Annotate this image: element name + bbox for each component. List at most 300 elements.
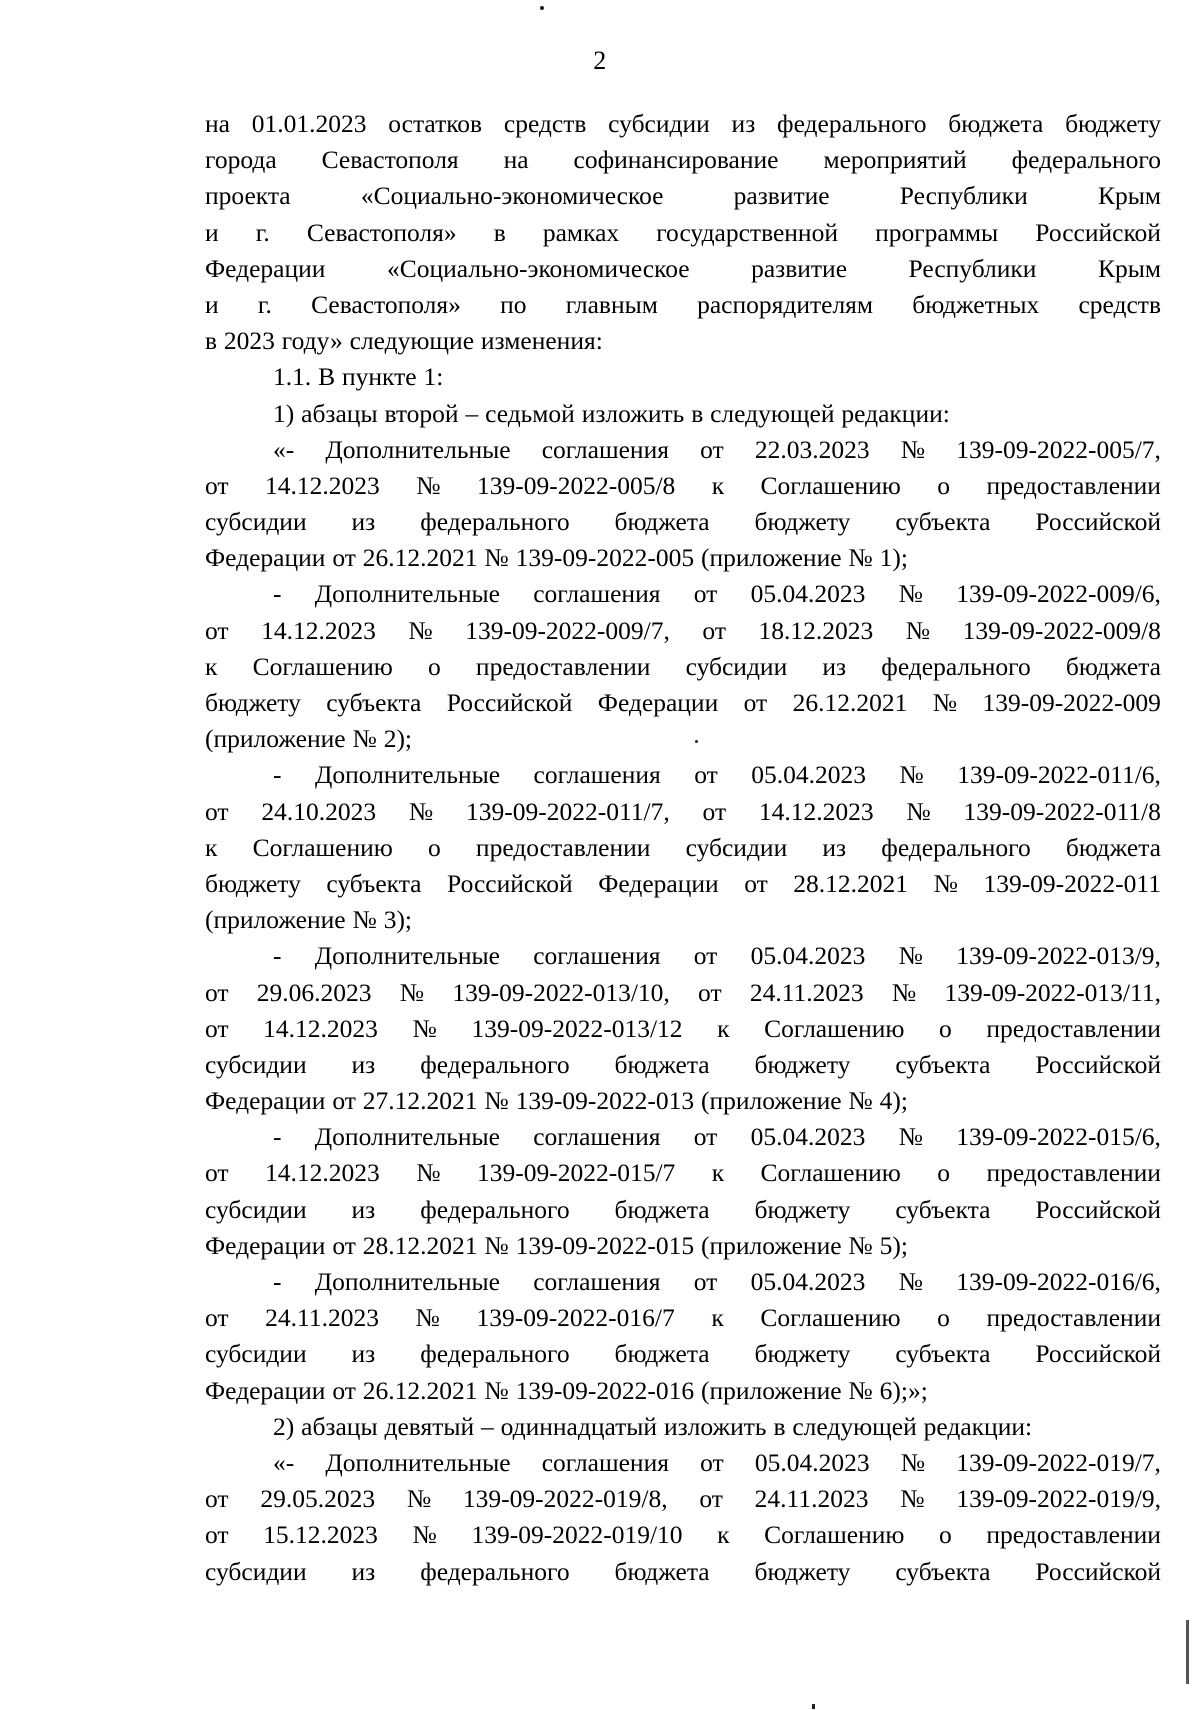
- word: 139-09-2022-016/6,: [956, 1267, 1161, 1296]
- text-line: [205, 902, 1161, 938]
- text-line: [205, 685, 1161, 721]
- word: Соглашению: [252, 832, 393, 862]
- word: к: [205, 832, 218, 862]
- word: бюджета: [614, 1049, 710, 1079]
- word: федерального: [881, 651, 1031, 681]
- word: соглашения: [541, 434, 669, 464]
- word: субсидии: [205, 1556, 307, 1586]
- text-line: [205, 1264, 1161, 1300]
- word: Соглашению: [760, 1303, 901, 1333]
- text-line: [205, 1409, 1161, 1445]
- word: по: [500, 289, 527, 319]
- word: от: [205, 615, 229, 645]
- word: №: [933, 868, 958, 898]
- scan-speck: [812, 1704, 815, 1709]
- word: Дополнительные: [325, 434, 511, 464]
- word: 139-09-2022-015/7: [476, 1158, 676, 1188]
- word: «Социально-экономическое: [386, 253, 690, 283]
- word: средств: [503, 109, 587, 138]
- word: Российской: [1035, 507, 1161, 537]
- word: 24.11.2023: [749, 977, 864, 1007]
- word: в: [773, 1411, 786, 1441]
- word: -: [273, 760, 282, 790]
- word: о: [428, 832, 441, 862]
- word: 139-09-2022-005: [515, 543, 695, 573]
- word: 139-09-2022-019/10: [471, 1520, 683, 1550]
- word: 139-09-2022-005/8: [476, 470, 676, 500]
- word: №: [898, 579, 923, 609]
- word: №: [399, 977, 425, 1007]
- word: Российской: [1035, 1556, 1161, 1586]
- word: субъекта: [895, 1556, 991, 1586]
- word: из: [822, 651, 847, 681]
- word: о: [939, 1013, 952, 1043]
- word: 139-09-2022-013/10,: [452, 977, 670, 1007]
- document-body: [205, 106, 1161, 1590]
- word: №: [408, 796, 434, 826]
- word: из: [731, 109, 756, 138]
- word: от: [205, 1520, 229, 1550]
- word: бюджета: [1065, 651, 1161, 681]
- word: Российской: [447, 868, 573, 898]
- word: субъекта: [326, 868, 422, 898]
- text-line: [205, 866, 1161, 902]
- word: от: [332, 543, 356, 573]
- word: 139-09-2022-009/6,: [956, 579, 1161, 609]
- word: федерального: [420, 1194, 570, 1224]
- text-line: [205, 1517, 1161, 1553]
- word: Соглашению: [764, 1520, 905, 1550]
- word: о: [939, 1520, 952, 1550]
- text-line: [205, 757, 1161, 793]
- word: предоставлении: [986, 470, 1161, 500]
- word: 14.12.2023: [261, 615, 376, 645]
- word: и: [205, 217, 219, 247]
- word: 28.12.2021: [362, 1230, 478, 1260]
- word: 1:: [423, 362, 444, 392]
- word: Российской: [1035, 217, 1161, 247]
- word: от: [700, 1447, 724, 1477]
- word: –: [481, 1411, 494, 1441]
- text-line: [205, 215, 1161, 251]
- word: Федерации: [598, 868, 719, 898]
- word: 1.1.: [273, 362, 312, 392]
- word: 139-09-2022-016: [515, 1375, 695, 1405]
- word: 14.12.2023: [265, 470, 380, 500]
- word: 27.12.2021: [362, 1086, 478, 1116]
- word: от: [702, 796, 727, 826]
- word: 139-09-2022-011: [983, 868, 1161, 898]
- word: соглашения: [533, 1122, 661, 1152]
- word: -: [273, 579, 282, 609]
- word: и: [205, 289, 219, 319]
- word: №: [406, 1484, 432, 1514]
- word: №: [484, 1086, 509, 1116]
- word: Российской: [1035, 1194, 1161, 1224]
- word: Дополнительные: [314, 941, 500, 971]
- text-line: [205, 613, 1161, 649]
- word: остатков: [388, 109, 483, 138]
- text-line: [205, 794, 1161, 830]
- text-line: [205, 576, 1161, 612]
- word: субъекта: [895, 1339, 991, 1369]
- text-line: [205, 1155, 1161, 1191]
- word: 29.05.2023: [260, 1484, 376, 1514]
- word: федерального: [420, 1556, 570, 1586]
- word: 2): [273, 1411, 295, 1441]
- word: абзацы: [301, 1411, 378, 1441]
- word: о: [937, 470, 950, 500]
- word: 26.12.2021: [362, 1375, 478, 1405]
- word: федерального: [420, 1339, 570, 1369]
- word: бюджету: [205, 688, 301, 717]
- word: от: [700, 434, 724, 464]
- word: бюджету: [754, 507, 851, 537]
- word: бюджета: [614, 1194, 710, 1224]
- text-line: [205, 1047, 1161, 1083]
- word: от: [693, 579, 718, 609]
- word: изложить: [663, 1411, 767, 1441]
- word: (приложение: [700, 1375, 842, 1405]
- word: бюджету: [754, 1339, 851, 1369]
- word: предоставлении: [475, 651, 651, 681]
- text-line: [205, 251, 1161, 287]
- word: субсидии: [205, 1049, 307, 1079]
- page-number: 2: [593, 46, 607, 75]
- text-line: [205, 1336, 1161, 1372]
- word: 22.03.2023: [754, 434, 870, 464]
- word: предоставлении: [986, 1520, 1161, 1550]
- text-line: [205, 323, 1161, 359]
- word: абзацы: [301, 398, 378, 428]
- word: №: [484, 1375, 509, 1405]
- text-line: [205, 142, 1161, 178]
- word: №: [900, 434, 926, 464]
- word: в: [691, 398, 704, 428]
- word: в: [493, 217, 506, 247]
- word: на: [503, 145, 529, 175]
- word: «-: [273, 434, 295, 464]
- word: следующей: [710, 398, 835, 428]
- word: развитие: [751, 253, 848, 283]
- text-line: [205, 396, 1161, 432]
- word: Дополнительные: [314, 1122, 500, 1152]
- word: от: [702, 615, 726, 645]
- word: от: [205, 1484, 229, 1514]
- word: 1): [273, 398, 295, 428]
- word: 139-09-2022-013: [515, 1086, 695, 1116]
- word: №: [905, 615, 931, 645]
- word: к: [711, 1303, 724, 1333]
- word: Соглашению: [760, 1158, 901, 1188]
- word: 139-09-2022-011/8: [963, 796, 1161, 826]
- word: Дополнительные: [314, 579, 500, 609]
- word: 139-09-2022-009/7,: [465, 615, 670, 645]
- word: 24.11.2023: [754, 1484, 869, 1514]
- word: 139-09-2022-016/7: [476, 1303, 675, 1333]
- word: №: [408, 615, 433, 645]
- word: развитие: [733, 181, 830, 211]
- word: распорядителям: [697, 289, 874, 319]
- word: 4);: [879, 1086, 908, 1116]
- word: рамках: [542, 217, 620, 247]
- word: федерального: [420, 1049, 570, 1079]
- word: бюджета: [614, 1556, 710, 1586]
- word: Соглашению: [764, 1013, 905, 1043]
- word: Соглашению: [252, 651, 393, 681]
- word: Федерации: [205, 253, 326, 283]
- scan-edge-mark: [1186, 1620, 1189, 1684]
- word: от: [698, 977, 722, 1007]
- word: бюджету: [754, 1194, 851, 1224]
- word: -: [273, 1267, 282, 1296]
- word: Федерации: [205, 1086, 326, 1116]
- word: бюджета: [948, 109, 1044, 138]
- word: из: [351, 507, 376, 537]
- text-line: [205, 938, 1161, 974]
- word: Дополнительные: [325, 1447, 511, 1477]
- word: бюджету: [754, 1556, 851, 1586]
- word: №: [416, 1158, 441, 1188]
- word: федерального: [420, 507, 570, 537]
- word: г.: [255, 217, 270, 247]
- word: 28.12.2021: [793, 868, 909, 898]
- text-line: [205, 540, 1161, 576]
- word: 18.12.2023: [758, 615, 874, 645]
- word: Республики: [908, 253, 1037, 283]
- word: 14.12.2023: [265, 1158, 380, 1188]
- word: 139-09-2022-011/7,: [466, 796, 670, 826]
- word: предоставлении: [986, 1158, 1161, 1188]
- word: в: [205, 326, 218, 356]
- word: Федерации: [205, 543, 326, 573]
- word: следующие: [349, 326, 475, 356]
- word: 05.04.2023: [750, 1122, 866, 1152]
- word: из: [351, 1194, 376, 1224]
- word: 2023: [223, 326, 275, 356]
- word: от: [693, 941, 718, 971]
- word: от: [744, 868, 768, 898]
- word: №: [900, 1484, 925, 1514]
- word: федерального: [1011, 145, 1161, 175]
- word: бюджетных: [912, 289, 1040, 319]
- word: Российской: [1035, 1049, 1161, 1079]
- text-line: [205, 1300, 1161, 1336]
- text-line: [205, 830, 1161, 866]
- word: «-: [273, 1447, 295, 1477]
- word: из: [351, 1556, 376, 1586]
- word: (приложение: [700, 1230, 842, 1260]
- word: 14.12.2023: [263, 1013, 378, 1043]
- word: от: [694, 760, 718, 790]
- word: 139-09-2022-005/7,: [956, 434, 1161, 464]
- word: следующей: [792, 1411, 917, 1441]
- word: 3);: [383, 905, 413, 935]
- word: изменения:: [480, 326, 603, 356]
- word: №: [891, 977, 917, 1007]
- word: 26.12.2021: [362, 543, 478, 573]
- word: 139-09-2022-013/9,: [956, 941, 1161, 971]
- word: 5);: [879, 1230, 908, 1260]
- word: средств: [1078, 289, 1161, 319]
- word: (приложение: [700, 543, 842, 573]
- word: №: [848, 543, 873, 573]
- word: из: [822, 832, 847, 862]
- word: №: [906, 796, 931, 826]
- word: редакции:: [923, 1411, 1033, 1441]
- word: от: [332, 1086, 356, 1116]
- word: 139-09-2022-013/12: [471, 1013, 683, 1043]
- word: к: [205, 651, 218, 681]
- word: о: [937, 1303, 950, 1333]
- word: №: [898, 1267, 923, 1296]
- word: №: [484, 543, 509, 573]
- word: №: [412, 1520, 437, 1550]
- word: второй: [384, 398, 459, 428]
- text-line: [205, 649, 1161, 685]
- word: от: [205, 1013, 229, 1043]
- word: одиннадцатый: [500, 1411, 658, 1441]
- text-line: [205, 1119, 1161, 1155]
- text-line: [205, 468, 1161, 504]
- text-line: [205, 504, 1161, 540]
- word: 14.12.2023: [758, 796, 874, 826]
- text-line: [205, 721, 1161, 757]
- word: мероприятий: [823, 145, 967, 175]
- word: Федерации: [597, 688, 719, 717]
- word: №: [898, 941, 923, 971]
- word: из: [351, 1049, 376, 1079]
- word: 139-09-2022-013/11,: [944, 977, 1161, 1007]
- word: изложить: [581, 398, 685, 428]
- word: бюджета: [614, 1339, 710, 1369]
- word: софинансирование: [573, 145, 779, 175]
- word: 05.04.2023: [750, 579, 866, 609]
- word: на: [205, 109, 230, 138]
- word: от: [205, 470, 229, 500]
- text-line: [205, 106, 1161, 142]
- word: субъекта: [895, 1194, 991, 1224]
- word: 2);: [383, 724, 413, 754]
- text-line: [205, 1083, 1161, 1119]
- word: Федерации: [205, 1230, 326, 1260]
- word: -: [273, 1122, 282, 1152]
- word: №: [412, 1013, 437, 1043]
- scan-speck: [540, 6, 544, 10]
- word: от: [332, 1375, 356, 1405]
- word: редакции:: [841, 398, 950, 428]
- word: субсидии: [205, 1194, 307, 1224]
- word: проекта: [205, 181, 291, 211]
- word: Севастополя: [321, 145, 459, 175]
- text-line: [205, 287, 1161, 323]
- word: о: [937, 1158, 950, 1188]
- word: Республики: [899, 181, 1028, 211]
- word: Соглашению: [760, 470, 901, 500]
- word: Дополнительные: [314, 1267, 500, 1296]
- text-line: [205, 1192, 1161, 1228]
- word: от: [205, 796, 229, 826]
- word: Российской: [1035, 1339, 1161, 1369]
- word: бюджету: [205, 868, 301, 898]
- word: соглашения: [541, 1447, 669, 1477]
- word: федерального: [777, 109, 927, 138]
- word: субъекта: [895, 507, 991, 537]
- word: государственной: [656, 217, 838, 247]
- word: предоставлении: [475, 832, 651, 862]
- word: 15.12.2023: [263, 1520, 378, 1550]
- word: Федерации: [205, 1375, 326, 1405]
- word: субсидии: [685, 832, 788, 862]
- word: №: [484, 1230, 509, 1260]
- word: соглашения: [533, 1267, 661, 1296]
- word: от: [332, 1230, 356, 1260]
- text-line: [205, 178, 1161, 214]
- word: 1);: [879, 543, 908, 573]
- word: 24.10.2023: [261, 796, 377, 826]
- word: соглашения: [533, 579, 661, 609]
- text-line: [205, 1228, 1161, 1264]
- word: субъекта: [326, 688, 422, 717]
- word: Дополнительные: [314, 760, 501, 790]
- word: №: [416, 470, 441, 500]
- word: пункте: [342, 362, 417, 392]
- word: субсидии: [608, 109, 710, 138]
- word: бюджета: [614, 507, 710, 537]
- word: главным: [565, 289, 658, 319]
- text-line: [205, 432, 1161, 468]
- word: от: [693, 1122, 718, 1152]
- word: о: [428, 651, 441, 681]
- word: субъекта: [895, 1049, 991, 1079]
- word: Севастополя»: [311, 289, 461, 319]
- word: к: [711, 470, 725, 500]
- word: девятый: [384, 1411, 475, 1441]
- word: бюджету: [754, 1049, 851, 1079]
- word: №: [898, 1122, 923, 1152]
- word: предоставлении: [986, 1303, 1161, 1333]
- scan-speck: [695, 740, 698, 743]
- word: бюджету: [1065, 109, 1161, 138]
- word: от: [743, 688, 768, 717]
- word: 01.01.2023: [251, 109, 367, 138]
- word: 05.04.2023: [750, 941, 866, 971]
- word: к: [717, 1520, 730, 1550]
- word: Крым: [1097, 253, 1161, 283]
- word: г.: [257, 289, 272, 319]
- word: соглашения: [533, 941, 661, 971]
- word: 05.04.2023: [754, 1447, 870, 1477]
- word: 139-09-2022-019/7,: [956, 1447, 1161, 1477]
- word: 6);»;: [879, 1375, 928, 1405]
- text-line: [205, 359, 1161, 395]
- word: предоставлении: [986, 1013, 1161, 1043]
- word: 139-09-2022-019/9,: [956, 1484, 1161, 1514]
- word: города: [205, 145, 277, 175]
- word: Крым: [1097, 181, 1161, 211]
- word: -: [273, 941, 282, 971]
- word: №: [899, 760, 924, 790]
- text-line: [205, 1373, 1161, 1409]
- text-line: [205, 1011, 1161, 1047]
- word: (приложение: [700, 1086, 842, 1116]
- word: седьмой: [485, 398, 575, 428]
- text-line: [205, 1554, 1161, 1590]
- word: №: [848, 1230, 873, 1260]
- word: от: [693, 1267, 718, 1296]
- word: от: [205, 1158, 229, 1188]
- word: №: [415, 1303, 440, 1333]
